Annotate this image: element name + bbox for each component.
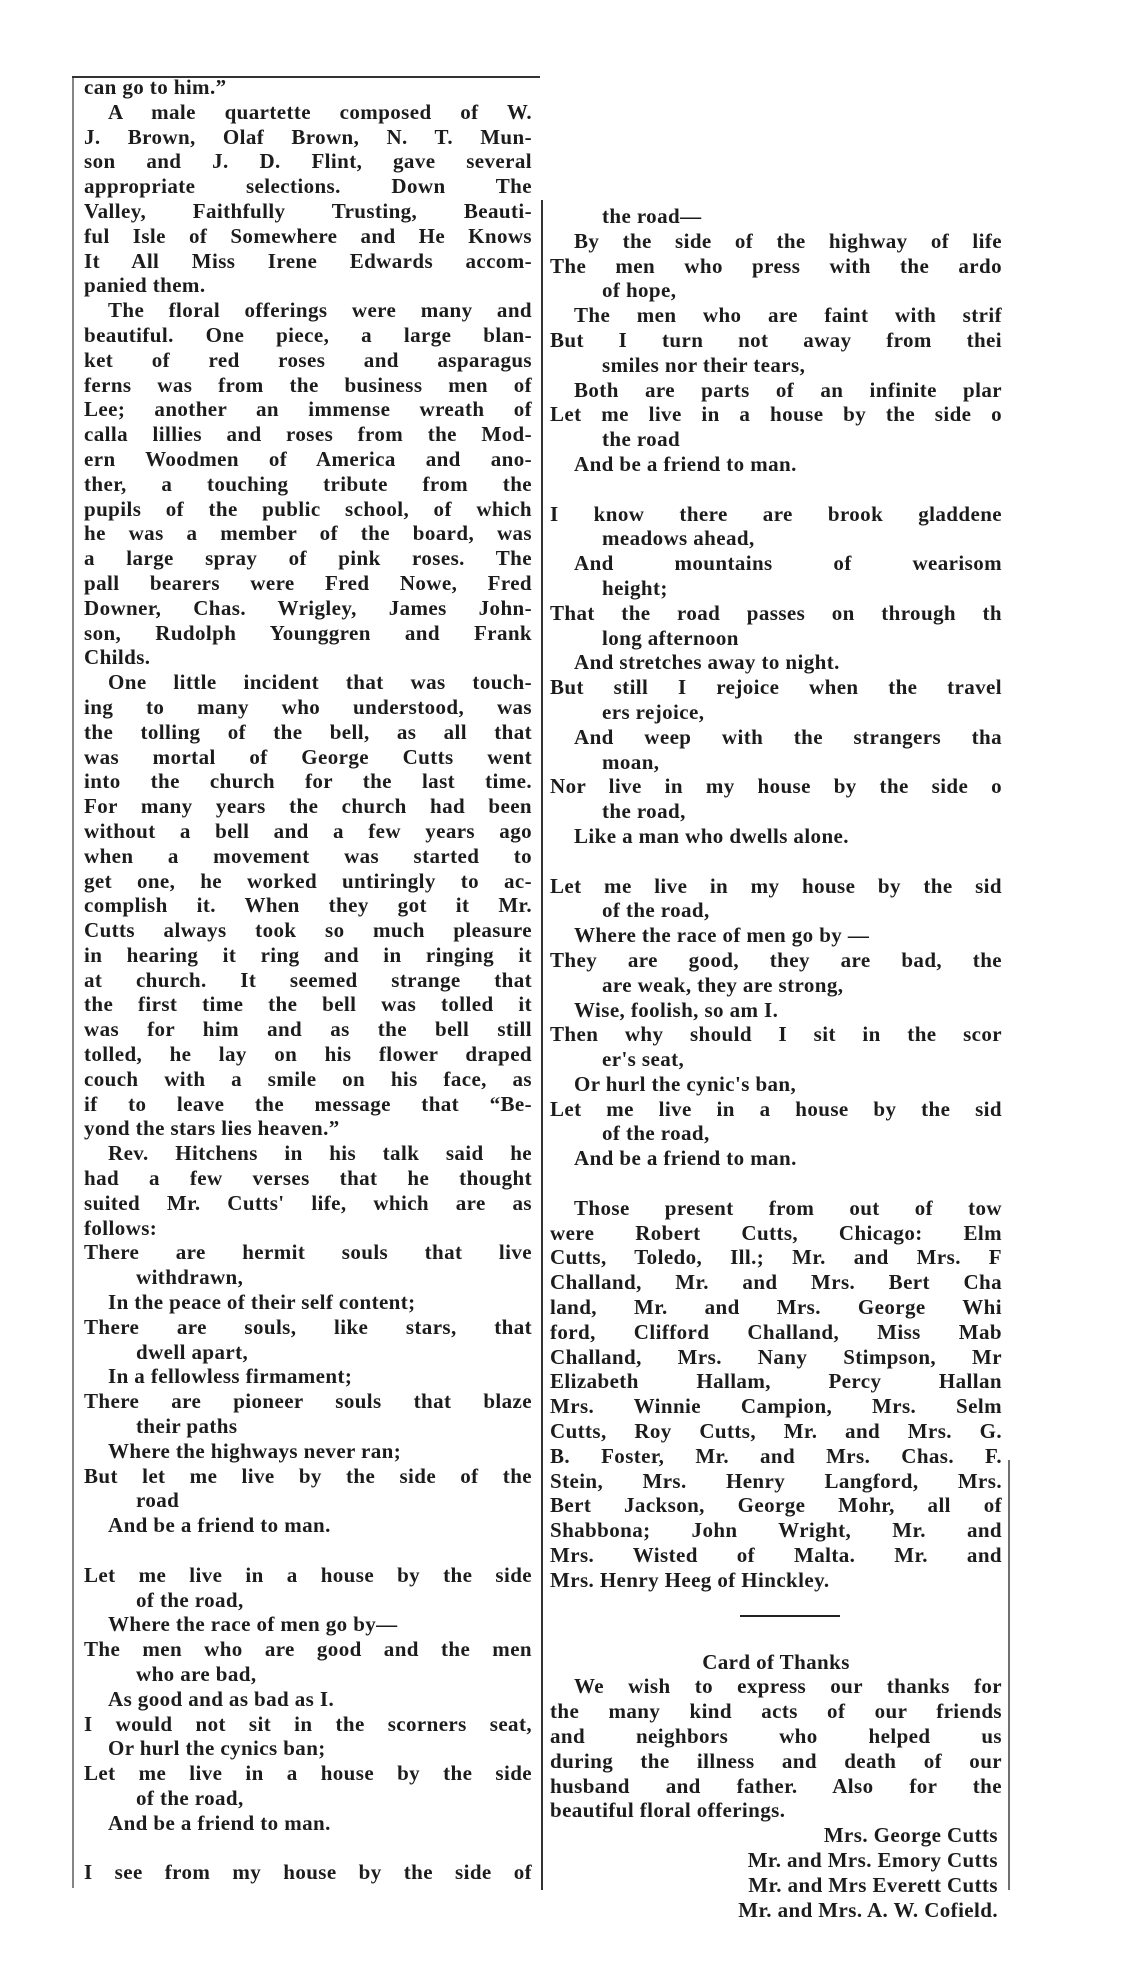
text-line: That the road passes on through th	[550, 600, 1002, 625]
text-line: was mortal of George Cutts went	[84, 744, 532, 769]
text-line: yond the stars lies heaven.”	[84, 1116, 340, 1141]
text-line: I see from my house by the side of	[84, 1860, 532, 1885]
card-of-thanks-line: during the illness and death of our	[550, 1748, 1002, 1773]
signature-line: Mrs. George Cutts	[823, 1823, 998, 1848]
text-line: Lee; another an immense wreath of	[84, 397, 532, 422]
text-line: their paths	[136, 1414, 238, 1439]
text-line: Mrs. Henry Heeg of Hinckley.	[550, 1567, 830, 1592]
text-line: And be a friend to man.	[108, 1513, 331, 1538]
text-line: son and J. D. Flint, gave several	[84, 149, 532, 174]
text-line: were Robert Cutts, Chicago: Elm	[550, 1220, 1002, 1245]
text-line: was for him and as the bell still	[84, 1017, 532, 1042]
text-line: Like a man who dwells alone.	[574, 823, 849, 848]
text-line: son, Rudolph Younggren and Frank	[84, 620, 532, 645]
text-line: There are souls, like stars, that	[84, 1314, 532, 1339]
text-line: the tolling of the bell, as all that	[84, 719, 532, 744]
card-of-thanks-line: beautiful floral offerings.	[550, 1798, 786, 1823]
text-line: Where the race of men go by —	[574, 923, 870, 948]
text-line: of the road,	[136, 1785, 244, 1810]
text-line: And mountains of wearisom	[574, 551, 1002, 576]
signature-line: Mr. and Mrs Everett Cutts	[748, 1872, 998, 1897]
text-line: And stretches away to night.	[574, 650, 840, 675]
text-line: the first time the bell was tolled it	[84, 992, 532, 1017]
blank-line	[550, 849, 1002, 874]
text-line: Challand, Mrs. Nany Stimpson, Mr	[550, 1344, 1002, 1369]
text-line: at church. It seemed strange that	[84, 967, 532, 992]
text-line: the road,	[602, 799, 686, 824]
text-line: The men who are faint with strif	[574, 303, 1002, 328]
text-line: follows:	[84, 1215, 158, 1240]
card-of-thanks-line: husband and father. Also for the	[550, 1773, 1002, 1798]
text-line: are weak, they are strong,	[602, 972, 844, 997]
text-line: land, Mr. and Mrs. George Whi	[550, 1295, 1002, 1320]
card-of-thanks-line: and neighbors who helped us	[550, 1724, 1002, 1749]
text-line: One little incident that was touch-	[108, 670, 532, 695]
text-line: he was a member of the board, was	[84, 521, 532, 546]
text-line: ers rejoice,	[602, 699, 705, 724]
text-line: meadows ahead,	[602, 526, 755, 551]
text-line: By the side of the highway of life	[574, 228, 1002, 253]
text-line: the road—	[602, 204, 702, 228]
text-line: pall bearers were Fred Nowe, Fred	[84, 570, 532, 595]
text-line: Cutts always took so much pleasure	[84, 918, 532, 943]
text-line: They are good, they are bad, the	[550, 947, 1002, 972]
text-line: Mrs. Wisted of Malta. Mr. and	[550, 1543, 1002, 1568]
left-column	[84, 75, 532, 1885]
text-line: suited Mr. Cutts' life, which are as	[84, 1190, 532, 1215]
text-line: Nor live in my house by the side o	[550, 774, 1002, 799]
text-line: A male quartette composed of W.	[108, 99, 532, 124]
text-line: And weep with the strangers tha	[574, 724, 1002, 749]
text-line: into the church for the last time.	[84, 769, 532, 794]
text-line: of the road,	[136, 1587, 244, 1612]
text-line: withdrawn,	[136, 1265, 244, 1290]
text-line: Then why should I sit in the scor	[550, 1022, 1002, 1047]
text-line: Mrs. Winnie Campion, Mrs. Selm	[550, 1394, 1002, 1419]
card-of-thanks-line: the many kind acts of our friends	[550, 1699, 1002, 1724]
card-of-thanks-line: We wish to express our thanks for	[574, 1674, 1002, 1699]
text-line: Childs.	[84, 645, 151, 670]
section-divider	[550, 1593, 1002, 1650]
text-line: ing to many who understood, was	[84, 694, 532, 719]
text-line: Those present from out of tow	[574, 1195, 1002, 1220]
text-line: beautiful. One piece, a large blan-	[84, 322, 532, 347]
text-line: Both are parts of an infinite plar	[574, 377, 1002, 402]
text-line: And be a friend to man.	[574, 1146, 797, 1171]
text-line: can go to him.”	[84, 75, 227, 99]
text-line: couch with a smile on his face, as	[84, 1066, 532, 1091]
card-of-thanks-heading: Card of Thanks	[702, 1649, 850, 1674]
text-line: if to leave the message that “Be-	[84, 1091, 532, 1116]
text-line: There are hermit souls that live	[84, 1240, 532, 1265]
text-line: er's seat,	[602, 1047, 685, 1072]
text-line: J. Brown, Olaf Brown, N. T. Mun-	[84, 124, 532, 149]
left-border	[72, 78, 74, 1888]
text-line: a large spray of pink roses. The	[84, 546, 532, 571]
text-line: panied them.	[84, 273, 206, 298]
text-line: Stein, Mrs. Henry Langford, Mrs.	[550, 1468, 1002, 1493]
text-line: calla lillies and roses from the Mod-	[84, 422, 532, 447]
text-line: ket of red roses and asparagus	[84, 347, 532, 372]
text-line: Let me live in a house by the side	[84, 1761, 532, 1786]
text-line: get one, he worked untiringly to ac-	[84, 868, 532, 893]
text-line: But still I rejoice when the travel	[550, 675, 1002, 700]
text-line: But let me live by the side of the	[84, 1463, 532, 1488]
text-line: ther, a touching tribute from the	[84, 471, 532, 496]
text-line: complish it. When they got it Mr.	[84, 893, 532, 918]
text-line: For many years the church had been	[84, 794, 532, 819]
text-line: In a fellowless firmament;	[108, 1364, 353, 1389]
text-line: height;	[602, 575, 668, 600]
text-line: As good and as bad as I.	[108, 1686, 335, 1711]
text-line: Or hurl the cynics ban;	[108, 1736, 326, 1761]
blank-line	[550, 477, 1002, 502]
text-line: of the road,	[602, 1121, 710, 1146]
text-line: I know there are brook gladdene	[550, 501, 1002, 526]
blank-line	[550, 1171, 1002, 1196]
text-line: of the road,	[602, 898, 710, 923]
text-line: Let me live in a house by the side	[84, 1562, 532, 1587]
text-line: Rev. Hitchens in his talk said he	[108, 1141, 532, 1166]
text-line: Challand, Mr. and Mrs. Bert Cha	[550, 1270, 1002, 1295]
text-line: Downer, Chas. Wrigley, James John-	[84, 595, 532, 620]
text-line: road	[136, 1488, 180, 1513]
text-line: ferns was from the business men of	[84, 372, 532, 397]
blank-line	[84, 1538, 532, 1563]
text-line: Let me live in my house by the sid	[550, 873, 1002, 898]
text-line: There are pioneer souls that blaze	[84, 1389, 532, 1414]
text-line: Where the highways never ran;	[108, 1438, 402, 1463]
text-line: The floral offerings were many and	[108, 298, 532, 323]
right-border	[1008, 1460, 1010, 1890]
text-line: who are bad,	[136, 1662, 257, 1686]
text-line: The men who are good and the men	[84, 1637, 532, 1662]
text-line: in hearing it ring and in ringing it	[84, 942, 532, 967]
text-line: It All Miss Irene Edwards accom-	[84, 248, 532, 273]
text-line: But I turn not away from thei	[550, 327, 1002, 352]
text-line: ful Isle of Somewhere and He Knows	[84, 223, 532, 248]
text-line: long afternoon	[602, 625, 739, 650]
text-line: Or hurl the cynic's ban,	[574, 1071, 797, 1096]
text-line: of hope,	[602, 278, 677, 303]
text-line: Bert Jackson, George Mohr, all of	[550, 1493, 1002, 1518]
text-line: ern Woodmen of America and ano-	[84, 446, 532, 471]
text-line: I would not sit in the scorners seat,	[84, 1711, 532, 1736]
blank-line	[84, 1836, 532, 1861]
text-line: Shabbona; John Wright, Mr. and	[550, 1518, 1002, 1543]
text-line: Cutts, Toledo, Ill.; Mr. and Mrs. F	[550, 1245, 1002, 1270]
text-line: ford, Clifford Challand, Miss Mab	[550, 1319, 1002, 1344]
text-line: appropriate selections. Down The	[84, 174, 532, 199]
text-line: And be a friend to man.	[108, 1810, 331, 1835]
text-line: without a bell and a few years ago	[84, 818, 532, 843]
text-line: had a few verses that he thought	[84, 1166, 532, 1191]
text-line: tolled, he lay on his flower draped	[84, 1042, 532, 1067]
text-line: Let me live in a house by the sid	[550, 1096, 1002, 1121]
text-line: Wise, foolish, so am I.	[574, 997, 779, 1022]
right-column	[550, 204, 1002, 1922]
text-line: And be a friend to man.	[574, 451, 797, 476]
text-line: the road	[602, 427, 681, 452]
signature-line: Mr. and Mrs. A. W. Cofield.	[738, 1897, 998, 1922]
column-divider	[541, 200, 543, 1890]
text-line: Valley, Faithfully Trusting, Beauti-	[84, 198, 532, 223]
text-line: when a movement was started to	[84, 843, 532, 868]
text-line: Elizabeth Hallam, Percy Hallan	[550, 1369, 1002, 1394]
text-line: smiles nor their tears,	[602, 352, 806, 377]
text-line: pupils of the public school, of which	[84, 496, 532, 521]
text-line: dwell apart,	[136, 1339, 249, 1364]
text-line: Let me live in a house by the side o	[550, 402, 1002, 427]
text-line: moan,	[602, 749, 660, 774]
text-line: B. Foster, Mr. and Mrs. Chas. F.	[550, 1443, 1002, 1468]
text-line: Cutts, Roy Cutts, Mr. and Mrs. G.	[550, 1419, 1002, 1444]
text-line: Where the race of men go by—	[108, 1612, 398, 1637]
text-line: In the peace of their self content;	[108, 1290, 416, 1315]
text-line: The men who press with the ardo	[550, 253, 1002, 278]
signature-line: Mr. and Mrs. Emory Cutts	[747, 1848, 998, 1872]
